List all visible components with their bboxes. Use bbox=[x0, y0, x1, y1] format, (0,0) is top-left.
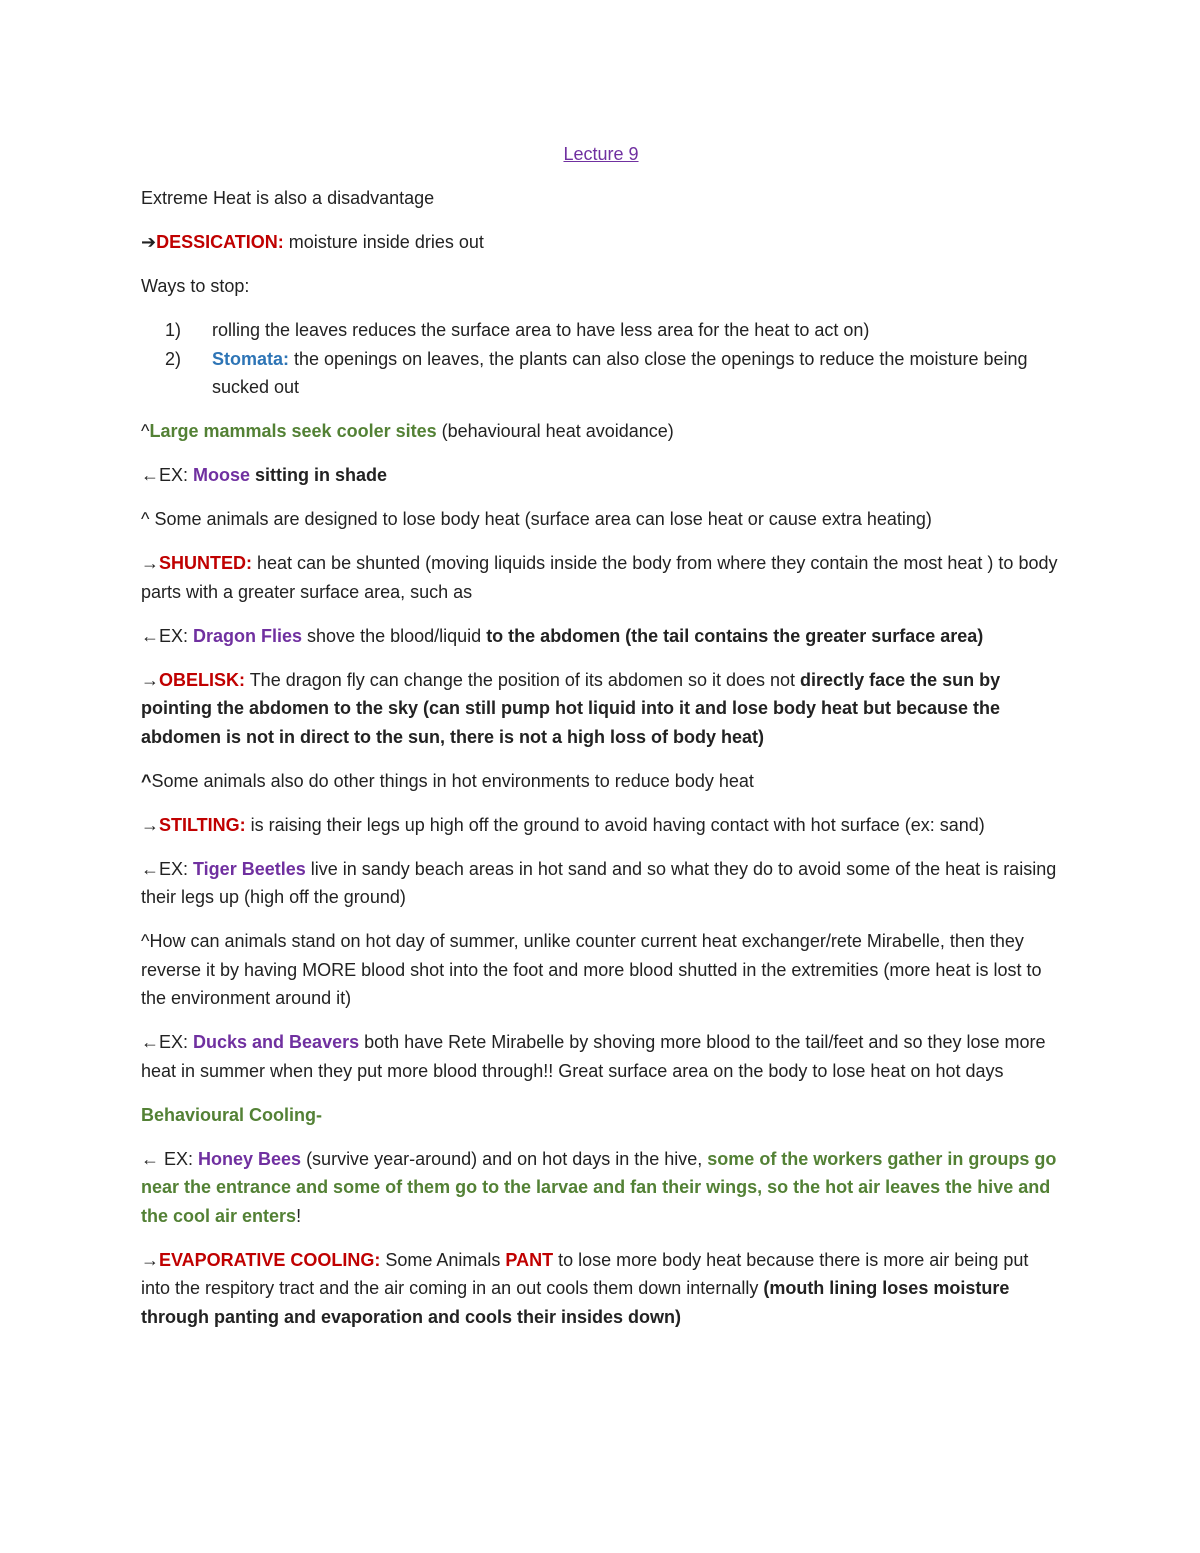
paragraph-ways-to-stop: Ways to stop: bbox=[141, 276, 250, 296]
paragraph-hot-environments: ^Some animals also do other things in hot environments to reduce body heat bbox=[141, 770, 754, 791]
left-arrow-icon: ← bbox=[141, 1148, 159, 1169]
left-arrow-icon: ← bbox=[141, 858, 159, 879]
right-arrow-icon: ➔ bbox=[141, 232, 157, 252]
paragraph-large-mammals: ^Large mammals seek cooler sites (behavioural heat avoidance) bbox=[141, 421, 674, 441]
paragraph-shunted: →SHUNTED: heat can be shunted (moving liquids inside the body from where they contain the most heat ) to body parts with a greater surface area, such as bbox=[141, 553, 1058, 602]
heading-behavioural-cooling: Behavioural Cooling- bbox=[141, 1104, 323, 1125]
right-arrow-icon: → bbox=[141, 553, 159, 573]
page-title: Lecture 9 bbox=[563, 144, 639, 164]
paragraph-obelisk: →OBELISK: The dragon fly can change the position of its abdomen so it does not directly face the sun by pointing the abdomen to the sky (can still pump hot liquid into it and lose body heat but because the abdomen is not in direct to the sun, there is not a high loss of body heat) bbox=[141, 669, 1001, 747]
document-body bbox=[141, 140, 1061, 1347]
paragraph-dragon-flies-example: ←EX: Dragon Flies shove the blood/liquid to the abdomen (the tail contains the greater surface area) bbox=[141, 625, 984, 646]
paragraph-ducks-beavers-example: ←EX: Ducks and Beavers both have Rete Mirabelle by shoving more blood to the tail/feet and so they lose more heat in summer when they put more blood through!! Great surface area on the body to lose heat on hot days bbox=[141, 1032, 1046, 1081]
list-item: 1) rolling the leaves reduces the surface area to have less area for the heat to act on) bbox=[165, 320, 870, 340]
paragraph-dessication: ➔DESSICATION: moisture inside dries out bbox=[141, 232, 484, 252]
list-item: 2) Stomata: the openings on leaves, the plants can also close the openings to reduce the moisture being sucked out bbox=[165, 348, 1028, 397]
paragraph-moose-example: ←EX: Moose sitting in shade bbox=[141, 465, 388, 485]
paragraph-honey-bees-example: ← EX: Honey Bees (survive year-around) and on hot days in the hive, some of the workers gather in groups go near the entrance and some of them go to the larvae and fan their wings, so the hot air leaves the hive and the cool air enters! bbox=[141, 1148, 1057, 1226]
left-arrow-icon: ← bbox=[141, 1032, 159, 1052]
term-stomata: Stomata: bbox=[212, 348, 290, 369]
right-arrow-icon: → bbox=[141, 814, 159, 835]
left-arrow-icon: ← bbox=[141, 625, 159, 646]
right-arrow-icon: → bbox=[141, 1249, 159, 1270]
right-arrow-icon: → bbox=[141, 669, 159, 690]
paragraph-hot-day-summer: ^How can animals stand on hot day of summer, unlike counter current heat exchanger/rete Mirabelle, then they reverse it by having MORE blood shot into the foot and more blood shutted in the extremities (more heat is lost to the environment around it) bbox=[141, 931, 1042, 1008]
paragraph-lose-body-heat: ^ Some animals are designed to lose body heat (surface area can lose heat or cause extra heating) bbox=[141, 509, 932, 529]
term-dessication: DESSICATION: bbox=[156, 232, 284, 252]
paragraph-extreme-heat: Extreme Heat is also a disadvantage bbox=[141, 188, 435, 208]
paragraph-evaporative-cooling: →EVAPORATIVE COOLING: Some Animals PANT to lose more body heat because there is more air being put into the respitory tract and the air coming in an out cools them down internally (mouth lining loses moisture through panting and evaporation and cools their insides down) bbox=[141, 1249, 1029, 1327]
paragraph-tiger-beetles-example: ←EX: Tiger Beetles live in sandy beach areas in hot sand and so what they do to avoid some of the heat is raising their legs up (high off the ground) bbox=[141, 858, 1057, 907]
ways-list bbox=[141, 316, 1061, 402]
paragraph-stilting: →STILTING: is raising their legs up high off the ground to avoid having contact with hot surface (ex: sand) bbox=[141, 814, 985, 835]
left-arrow-icon: ← bbox=[141, 465, 159, 485]
